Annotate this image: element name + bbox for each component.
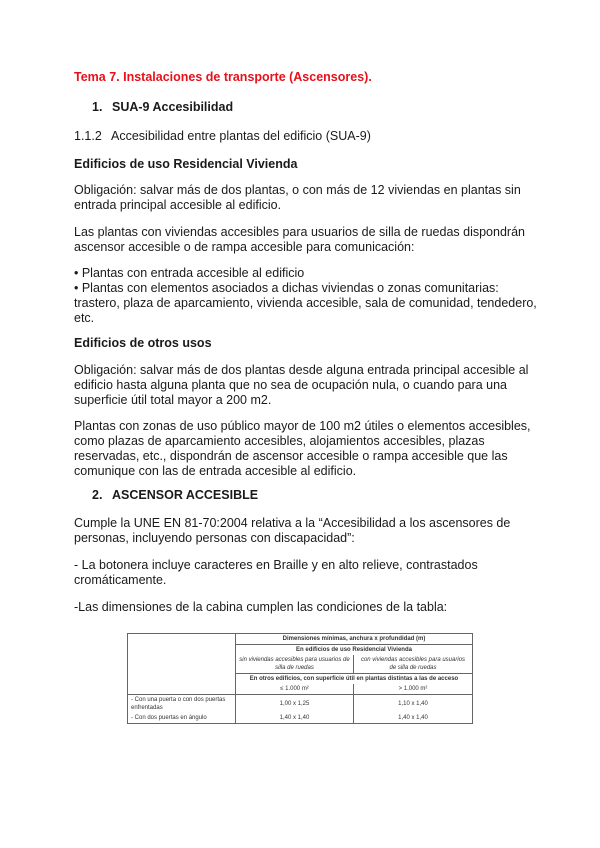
residential-title-cell: En edificios de uso Residencial Vivienda <box>236 645 473 656</box>
other-col-2: > 1.000 m² <box>354 684 473 695</box>
other-uses-obligation <box>74 363 529 408</box>
row-value-1: 1,00 x 1,25 <box>236 695 354 714</box>
table-row <box>128 713 473 724</box>
other-col-1: ≤ 1.000 m² <box>236 684 354 695</box>
residential-bullets <box>74 266 537 326</box>
cabin-dimensions-table <box>127 633 473 724</box>
residential-col-2: con viviendas accesibles para usuarios de silla de ruedas <box>354 655 473 674</box>
residential-obligation <box>74 183 524 213</box>
text-line: Las plantas con viviendas accesibles para usuarios de silla de ruedas dispondrán <box>74 225 525 239</box>
residential-heading: Edificios de uso Residencial Vivienda <box>74 157 298 171</box>
subsection-heading <box>74 129 371 143</box>
bullet-item: • Plantas con elementos asociados a dichas viviendas o zonas comunitarias: <box>74 281 499 295</box>
text-line: -Las dimensiones de la cabina cumplen las condiciones de la tabla: <box>74 600 448 614</box>
table-header-row <box>128 634 473 645</box>
other-uses-public-zones <box>74 419 531 479</box>
document-title: Tema 7. Instalaciones de transporte (Ascensores). <box>74 70 372 84</box>
row-label: - Con una puerta o con dos puertas enfrentadas <box>128 695 236 714</box>
section-1-number: 1. <box>92 100 103 114</box>
text-line: comunique con las de entrada accesible al edificio. <box>74 464 357 478</box>
text-line: reservadas, etc., dispondrán de ascensor accesible o rampa accesible que las <box>74 449 508 463</box>
text-line: personas, incluyendo personas con discapacidad”: <box>74 531 355 545</box>
residential-col-1: sin viviendas accesibles para usuarios de silla de ruedas <box>236 655 354 674</box>
table-corner-cell <box>128 634 236 695</box>
other-buildings-title-cell: En otros edificios, con superficie útil en plantas distintas a las de acceso <box>236 674 473 685</box>
text-line: como plazas de aparcamiento accesibles, alojamientos accesibles, plazas <box>74 434 485 448</box>
cabin-dimensions-intro <box>74 600 524 615</box>
row-value-2: 1,10 x 1,40 <box>354 695 473 714</box>
other-uses-heading: Edificios de otros usos <box>74 336 212 350</box>
table-header: Dimensiones mínimas, anchura x profundidad (m) <box>236 634 473 645</box>
subsection-number: 1.1.2 <box>74 129 102 143</box>
row-value-1: 1,40 x 1,40 <box>236 713 354 724</box>
text-line: entrada principal accesible al edificio. <box>74 198 282 212</box>
text-line: Cumple la UNE EN 81-70:2004 relativa a la “Accesibilidad a los ascensores de <box>74 516 511 530</box>
text-line: Plantas con zonas de uso público mayor de 100 m2 útiles o elementos accesibles, <box>74 419 531 433</box>
text-line: edificio hasta alguna planta que no sea de ocupación nula, o cuando para una <box>74 378 507 392</box>
subsection-label: Accesibilidad entre plantas del edificio (SUA-9) <box>111 129 371 143</box>
bullet-continuation: trastero, plaza de aparcamiento, vivienda accesible, sala de comunidad, tendedero, <box>74 296 537 310</box>
text-line: superficie útil total mayor a 200 m2. <box>74 393 272 407</box>
section-2-heading <box>92 488 258 502</box>
table-row <box>128 695 473 714</box>
row-value-2: 1,40 x 1,40 <box>354 713 473 724</box>
section-1-heading <box>92 100 233 114</box>
une-compliance <box>74 516 524 546</box>
section-2-number: 2. <box>92 488 103 502</box>
bullet-continuation: etc. <box>74 311 95 325</box>
bullet-item: • Plantas con entrada accesible al edificio <box>74 266 305 280</box>
text-line: Obligación: salvar más de dos plantas, o con más de 12 viviendas en plantas sin <box>74 183 521 197</box>
residential-accessible-floors <box>74 225 524 255</box>
section-1-label: SUA-9 Accesibilidad <box>112 100 234 114</box>
text-line: Obligación: salvar más de dos plantas desde alguna entrada principal accesible al <box>74 363 529 377</box>
text-line: - La botonera incluye caracteres en Braille y en alto relieve, contrastados <box>74 558 478 572</box>
text-line: cromáticamente. <box>74 573 167 587</box>
text-line: ascensor accesible o de rampa accesible para comunicación: <box>74 240 415 254</box>
section-2-label: ASCENSOR ACCESIBLE <box>112 488 259 502</box>
braille-note <box>74 558 524 588</box>
row-label: - Con dos puertas en ángulo <box>128 713 236 724</box>
